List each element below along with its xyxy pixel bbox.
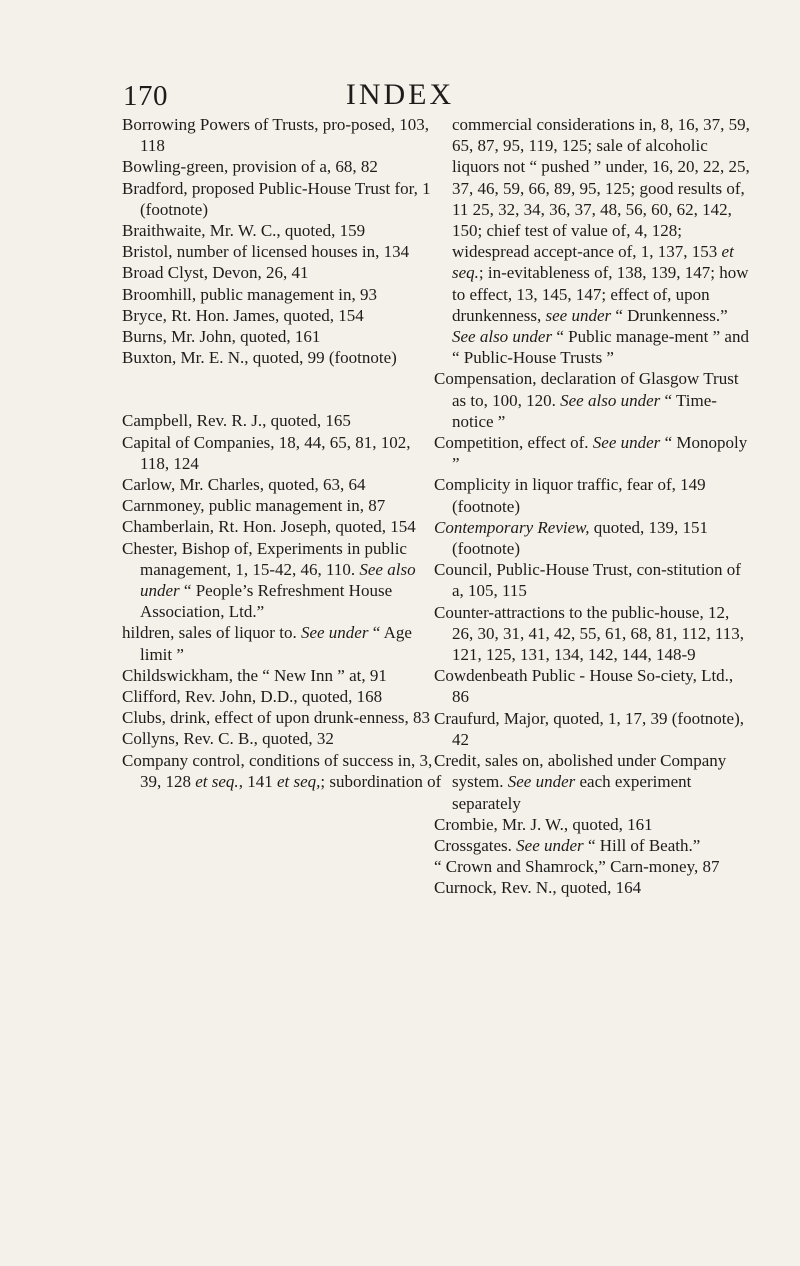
index-entry: Borrowing Powers of Trusts, pro-posed, 103, 118 xyxy=(122,115,429,156)
page-number: 170 xyxy=(123,80,168,112)
index-entry: Competition, effect of. See under “ Monopoly ” xyxy=(434,433,748,474)
index-entry: Credit, sales on, abolished under Company system. See under each experiment separately xyxy=(434,751,727,813)
index-entry: Broad Clyst, Devon, 26, 41 xyxy=(122,263,309,283)
running-head: INDEX xyxy=(345,78,455,111)
index-entry: Cowdenbeath Public - House So-ciety, Ltd., 86 xyxy=(434,666,734,707)
index-entry: Clubs, drink, effect of upon drunk-enness, 83 xyxy=(122,708,430,728)
index-entry: Bradford, proposed Public-House Trust for, 1 (footnote) xyxy=(122,178,431,219)
index-entry: Crossgates. See under “ Hill of Beath.” xyxy=(434,835,701,855)
index-entry: “ Crown and Shamrock,” Carn-money, 87 xyxy=(434,857,720,877)
index-entry: Chamberlain, Rt. Hon. Joseph, quoted, 154 xyxy=(122,517,416,537)
index-entry: Clifford, Rev. John, D.D., quoted, 168 xyxy=(122,687,383,707)
index-entry: Council, Public-House Trust, con-stitution of a, 105, 115 xyxy=(434,560,741,601)
index-entry: Craufurd, Major, quoted, 1, 17, 39 (footnote), 42 xyxy=(434,708,744,749)
index-entry: Curnock, Rev. N., quoted, 164 xyxy=(434,878,642,898)
index-entry: Bryce, Rt. Hon. James, quoted, 154 xyxy=(122,305,364,325)
index-entry: Childswickham, the “ New Inn ” at, 91 xyxy=(122,665,387,685)
index-entry: Broomhill, public management in, 93 xyxy=(122,284,377,304)
index-entry: Buxton, Mr. E. N., quoted, 99 (footnote) xyxy=(122,348,397,368)
index-entry: Crombie, Mr. J. W., quoted, 161 xyxy=(434,814,653,834)
index-entry: Campbell, Rev. R. J., quoted, 165 xyxy=(122,411,351,431)
index-entry: Capital of Companies, 18, 44, 65, 81, 102, 118, 124 xyxy=(122,432,411,473)
index-column-right xyxy=(434,114,754,899)
index-entry: Counter-attractions to the public-house, 12, 26, 30, 31, 41, 42, 55, 61, 68, 81, 112, 113, 121, 125, 131, 134, 142, 144, 148-9 xyxy=(434,602,744,665)
index-entry: Compensation, declaration of Glasgow Trust as to, 100, 120. See also under “ Time-notice ” xyxy=(434,369,739,431)
index-entry: Burns, Mr. John, quoted, 161 xyxy=(122,327,321,347)
index-column-left xyxy=(122,114,442,792)
index-entry: Bowling-green, provision of a, 68, 82 xyxy=(122,157,378,177)
index-entry: Company control, conditions of success in, 3, 39, 128 et seq., 141 et seq,; subordination of xyxy=(122,750,442,791)
index-entry: Collyns, Rev. C. B., quoted, 32 xyxy=(122,729,334,749)
index-entry: hildren, sales of liquor to. See under “ Age limit ” xyxy=(122,623,412,664)
index-entry: Complicity in liquor traffic, fear of, 149 (footnote) xyxy=(434,475,706,516)
index-entry: Contemporary Review, quoted, 139, 151 (footnote) xyxy=(434,517,709,559)
index-entry: Bristol, number of licensed houses in, 134 xyxy=(122,242,410,262)
letter-section-gap xyxy=(122,368,442,410)
index-entry: Carnmoney, public management in, 87 xyxy=(122,496,386,516)
index-entry: Braithwaite, Mr. W. C., quoted, 159 xyxy=(122,221,366,241)
index-entry: Carlow, Mr. Charles, quoted, 63, 64 xyxy=(122,475,366,495)
index-entry-continued: commercial considerations in, 8, 16, 37, 59, 65, 87, 95, 119, 125; sale of alcoholic liquors not “ pushed ” under, 16, 20, 22, 25, 37, 46, 59, 66, 89, 95, 125; good results of, 11 25, 32, 34, 36, 37, 48, 56, 60, 62, 142, 150; chief test of value of, 4, 128; widespread accept-ance of, 1, 137, 153 et seq.; in-evitableness of, 138, 139, 147; how to effect, 13, 145, 147; effect of, upon drunkenness, see under “ Drunkenness.” See also under “ Public manage-ment ” and “ Public-House Trusts ” xyxy=(452,115,750,368)
index-entry: Chester, Bishop of, Experiments in public management, 1, 15-42, 46, 110. See also under “ People’s Refreshment House Association, Ltd.” xyxy=(122,538,416,622)
